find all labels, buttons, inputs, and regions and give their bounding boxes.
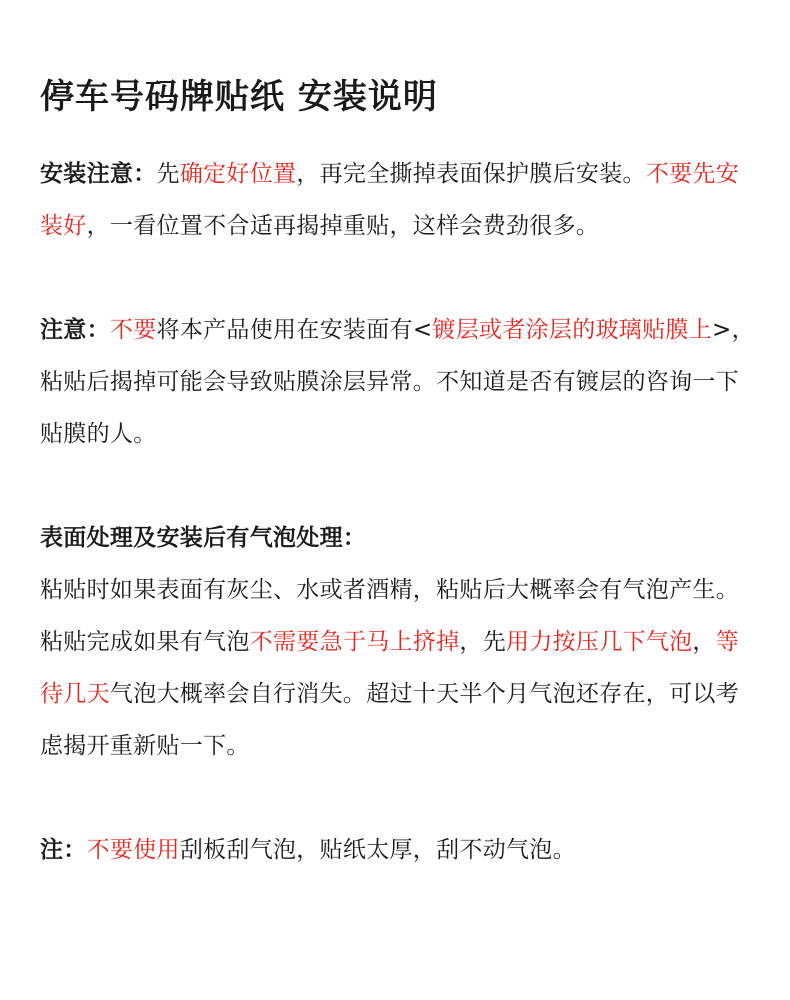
bubble-handling-text-4: 气泡大概率会自行消失。超过十天半个月气泡还存在，可以考虑揭开重新贴一下。: [40, 681, 740, 759]
bubble-handling-text-3: ，: [692, 629, 716, 655]
scraper-note: [40, 824, 760, 876]
instruction-page: [40, 70, 760, 876]
bubble-handling-highlight-2: 用力按压几下气泡: [506, 629, 693, 655]
scraper-note-label: 注：: [40, 837, 87, 863]
coating-warning-highlight-2: 镀层或者涂层的玻璃贴膜上: [432, 317, 712, 343]
installation-notice-text-3: ，一看位置不合适再揭掉重贴，这样会费劲很多。: [86, 213, 600, 239]
installation-notice-label: 安装注意：: [40, 161, 157, 187]
bubble-handling-highlight-3: 等待几天: [40, 629, 740, 707]
bubble-handling-highlight-1: 不需要急于马上挤掉: [249, 629, 460, 655]
installation-notice-highlight-1: 确定好位置: [179, 161, 297, 187]
scraper-note-highlight: 不要使用: [86, 837, 180, 863]
coating-warning-label: 注意：: [40, 317, 110, 343]
bubble-handling-text-2: ，先: [459, 629, 507, 655]
coating-warning-text-1: 将本产品使用在安装面有<: [156, 317, 433, 343]
bubble-cause-paragraph: 粘贴时如果表面有灰尘、水或者酒精，粘贴后大概率会有气泡产生。: [40, 577, 739, 603]
installation-notice-highlight-2: 不要先安装好: [40, 161, 740, 239]
bubble-section-heading: 表面处理及安装后有气泡处理：: [40, 525, 367, 551]
coating-warning: [40, 304, 760, 460]
coating-warning-highlight-1: 不要: [109, 317, 157, 343]
bubble-handling-text-1: 粘贴完成如果有气泡: [40, 629, 250, 655]
installation-notice-text-1: 先: [156, 161, 180, 187]
coating-warning-text-2: >，粘贴后揭掉可能会导致贴膜涂层异常。不知道是否有镀层的咨询一下贴膜的人。: [40, 317, 755, 447]
installation-notice: [40, 148, 760, 252]
scraper-note-text: 刮板刮气泡，贴纸太厚，刮不动气泡。: [179, 837, 576, 863]
page-title: 停车号码牌贴纸 安装说明: [40, 77, 438, 117]
installation-notice-text-2: ，再完全撕掉表面保护膜后安装。: [296, 161, 646, 187]
bubble-handling-paragraph: [40, 616, 760, 772]
